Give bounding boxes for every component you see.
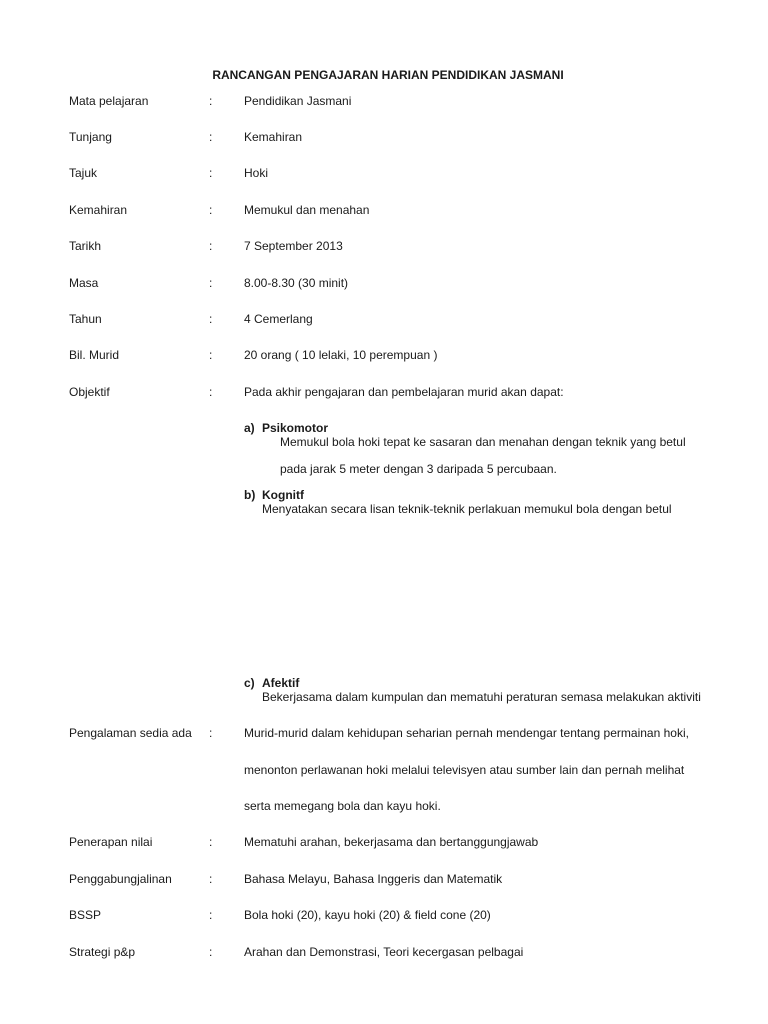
objective-marker: c): [244, 676, 255, 690]
row-value: Pendidikan Jasmani: [244, 94, 352, 108]
row-label: Tahun: [69, 312, 102, 326]
row-colon: :: [209, 276, 213, 290]
objective-line: Bekerjasama dalam kumpulan dan mematuhi peraturan semasa melakukan aktiviti: [262, 690, 701, 704]
row-value: Pada akhir pengajaran dan pembelajaran murid akan dapat:: [244, 385, 564, 399]
row-value: Bahasa Melayu, Bahasa Inggeris dan Matematik: [244, 872, 503, 886]
objective-line: Memukul bola hoki tepat ke sasaran dan menahan dengan teknik yang betul: [280, 435, 686, 449]
row-colon: :: [209, 312, 213, 326]
document-title: RANCANGAN PENGAJARAN HARIAN PENDIDIKAN JASMANI: [212, 68, 564, 82]
row-colon: :: [209, 166, 213, 180]
row-value: 8.00-8.30 (30 minit): [244, 276, 349, 290]
row-colon: :: [209, 726, 213, 740]
row-label: Mata pelajaran: [69, 94, 149, 108]
row-label: Tunjang: [69, 130, 112, 144]
row-label: Bil. Murid: [69, 348, 120, 362]
row-label: Strategi p&p: [69, 945, 136, 959]
row-colon: :: [209, 908, 213, 922]
row-label: Tarikh: [69, 239, 102, 253]
row-value: 20 orang ( 10 lelaki, 10 perempuan ): [244, 348, 438, 362]
row-colon: :: [209, 348, 213, 362]
objective-heading: Kognitf: [262, 488, 304, 502]
row-label: Kemahiran: [69, 203, 128, 217]
row-colon: :: [209, 130, 213, 144]
row-value: 4 Cemerlang: [244, 312, 313, 326]
row-value: Bola hoki (20), kayu hoki (20) & field cone (20): [244, 908, 491, 922]
row-label: Masa: [69, 276, 99, 290]
row-colon: :: [209, 94, 213, 108]
row-colon: :: [209, 203, 213, 217]
row-label: Penerapan nilai: [69, 835, 153, 849]
objective-marker: b): [244, 488, 256, 502]
row-value-line: Murid-murid dalam kehidupan seharian pernah mendengar tentang permainan hoki,: [244, 726, 689, 740]
row-value: Memukul dan menahan: [244, 203, 370, 217]
row-colon: :: [209, 945, 213, 959]
row-label: Tajuk: [69, 166, 98, 180]
row-value-line: serta memegang bola dan kayu hoki.: [244, 799, 441, 813]
row-label: Objektif: [69, 385, 110, 399]
row-colon: :: [209, 385, 213, 399]
row-value: 7 September 2013: [244, 239, 343, 253]
row-colon: :: [209, 835, 213, 849]
row-colon: :: [209, 239, 213, 253]
row-value: Mematuhi arahan, bekerjasama dan bertanggungjawab: [244, 835, 539, 849]
row-label: BSSP: [69, 908, 102, 922]
row-value: Hoki: [244, 166, 269, 180]
objective-heading: Afektif: [262, 676, 300, 690]
row-value: Kemahiran: [244, 130, 303, 144]
objective-marker: a): [244, 421, 255, 435]
objective-line: Menyatakan secara lisan teknik-teknik perlakuan memukul bola dengan betul: [262, 502, 672, 516]
objective-line: pada jarak 5 meter dengan 3 daripada 5 percubaan.: [280, 462, 557, 476]
row-value-line: menonton perlawanan hoki melalui televisyen atau sumber lain dan pernah melihat: [244, 763, 685, 777]
row-colon: :: [209, 872, 213, 886]
objective-heading: Psikomotor: [262, 421, 329, 435]
row-label: Penggabungjalinan: [69, 872, 172, 886]
row-value: Arahan dan Demonstrasi, Teori kecergasan pelbagai: [244, 945, 524, 959]
row-label: Pengalaman sedia ada: [69, 726, 192, 740]
